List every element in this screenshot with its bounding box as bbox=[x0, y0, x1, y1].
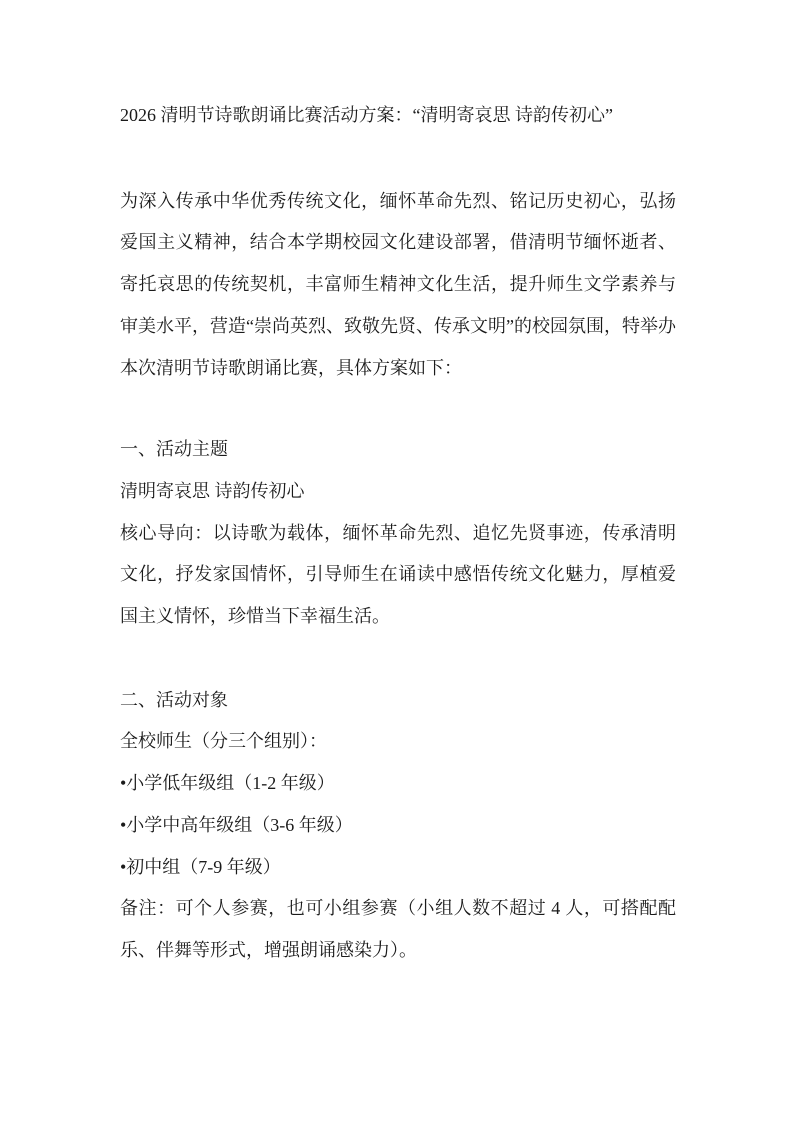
document-content bbox=[120, 95, 676, 972]
section-2-note-paragraph: 备注：可个人参赛，也可小组参赛（小组人数不超过 4 人，可搭配配乐、伴舞等形式，增强朗诵感染力）。 bbox=[120, 898, 676, 960]
bullet-group-primary-lower: •小学低年级组（1-2 年级） bbox=[120, 773, 335, 794]
document-title: 2026 清明节诗歌朗诵比赛活动方案：“清明寄哀思 诗韵传初心” bbox=[120, 105, 613, 125]
intro-paragraph: 为深入传承中华优秀传统文化，缅怀革命先烈、铭记历史初心，弘扬爱国主义精神，结合本学期校园文化建设部署，借清明节缅怀逝者、寄托哀思的传统契机，丰富师生精神文化生活，提升师生文学素养与审美水平，营造“崇尚英烈、致敬先贤、传承文明”的校园氛围，特举办本次清明节诗歌朗诵比赛，具体方案如下： bbox=[120, 190, 676, 378]
section-2-heading: 二、活动对象 bbox=[120, 689, 228, 710]
bullet-group-junior-high: •初中组（7-9 年级） bbox=[120, 856, 281, 877]
section-2-audience-line: 全校师生（分三个组别）： bbox=[120, 731, 327, 752]
section-1-heading: 一、活动主题 bbox=[120, 439, 228, 460]
section-1-theme-line: 清明寄哀思 诗韵传初心 bbox=[120, 480, 305, 501]
bullet-group-primary-upper: •小学中高年级组（3-6 年级） bbox=[120, 814, 353, 835]
section-1-core-guidance-paragraph: 核心导向：以诗歌为载体，缅怀革命先烈、追忆先贤事迹，传承清明文化，抒发家国情怀，引导师生在诵读中感悟传统文化魅力，厚植爱国主义情怀，珍惜当下幸福生活。 bbox=[120, 522, 676, 627]
